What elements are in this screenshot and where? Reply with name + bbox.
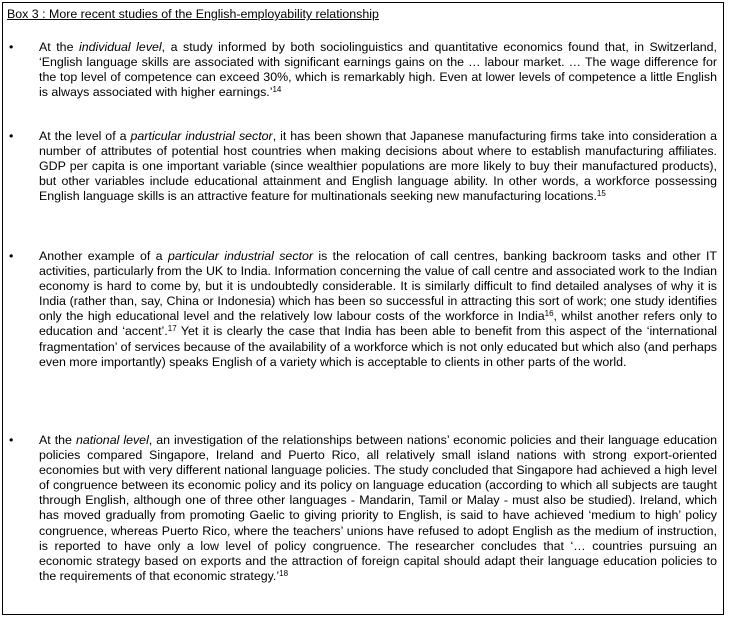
text-run: is the relocation of call centres, banking backroom tasks and other IT activities, particularly from the UK to India. Information concerning the value of call centre and associated work to the Indian economy is hard to come by, but it is undoubtedly considerable. It is similarly difficult to find detailed analyses of why it is India (rather than, say, China or Indonesia) which has been so successful in attracting this sort of work; one study identifies only the high educational level and the relatively low labour costs of the workforce in India xyxy=(39,249,717,324)
text-run: At the level of a xyxy=(39,129,131,143)
italic-phrase: individual level xyxy=(78,40,162,54)
bullet-paragraph xyxy=(39,129,717,204)
footnote-ref: 15 xyxy=(596,189,606,199)
text-run: At the xyxy=(39,433,76,447)
bullet-paragraph xyxy=(39,249,717,370)
italic-phrase: particular industrial sector xyxy=(130,129,273,143)
footnote-ref: 14 xyxy=(272,85,282,95)
text-run: , whilst another refers only to education and ‘accent’. xyxy=(39,309,717,339)
text-run: At the xyxy=(39,40,79,54)
bullet-marker: • xyxy=(9,249,14,263)
bullet-marker: • xyxy=(9,40,14,54)
text-run: , an investigation of the relationships between nations’ economic policies and their language education policies compared Singapore, Ireland and Puerto Rico, all relatively small island nations with strong export-oriented economies but with very different national language policies. The study concluded that Singapore had achieved a high level of congruence between its economic policy and its policy on language education (according to which all subjects are taught through English, although one of three other languages - Mandarin, Tamil or Malay - must also be studied). Ireland, which has moved gradually from promoting Gaelic to giving priority to English, is said to have achieved ‘medium to high’ policy congruence, whereas Puerto Rico, where the teachers’ unions have refused to adopt English as the medium of instruction, is reported to have only a low level of policy congruence. The researcher concludes that ‘… countries pursuing an economic strategy based on exports and the attraction of foreign capital should adapt their language education policies to the requirements of that economic strategy.’ xyxy=(39,433,717,583)
bullet-paragraph xyxy=(39,40,717,100)
italic-phrase: particular industrial sector xyxy=(167,249,313,263)
footnote-ref: 18 xyxy=(279,568,289,578)
box-3-frame xyxy=(2,2,724,615)
text-run: Another example of a xyxy=(39,249,168,263)
italic-phrase: national level xyxy=(75,433,149,447)
bullet-paragraph xyxy=(39,433,717,584)
box-title: Box 3 : More recent studies of the English-employability relationship xyxy=(7,7,379,21)
text-run: Yet it is clearly the case that India has been able to benefit from this aspect of the ‘international fragmentation’ of services because of the availability of a workforce which is not only educated but which also (and perhaps even more importantly) speaks English of a variety which is acceptable to clients in other parts of the world. xyxy=(39,324,718,369)
footnote-ref: 16 xyxy=(544,309,554,319)
bullet-marker: • xyxy=(9,433,14,447)
bullet-marker: • xyxy=(9,129,14,143)
footnote-ref: 17 xyxy=(167,324,177,334)
text-run: , a study informed by both sociolinguistics and quantitative economics found that, in Switzerland, ‘English language skills are associated with significant earnings gains on the … labour market. … The wage difference for the top level of competence can exceed 30%, which is remarkably high. Even at lower levels of competence a little English is always associated with higher earnings.’ xyxy=(39,40,717,100)
text-run: , it has been shown that Japanese manufacturing firms take into consideration a number of attributes of potential host countries when making decisions about where to establish manufacturing affiliates. GDP per capita is one important variable (since wealthier populations are more likely to buy their manufactured products), but other variables include educational attainment and English language ability. In other words, a workforce possessing English language skills is an attractive feature for multinationals seeking new manufacturing locations. xyxy=(39,129,717,204)
